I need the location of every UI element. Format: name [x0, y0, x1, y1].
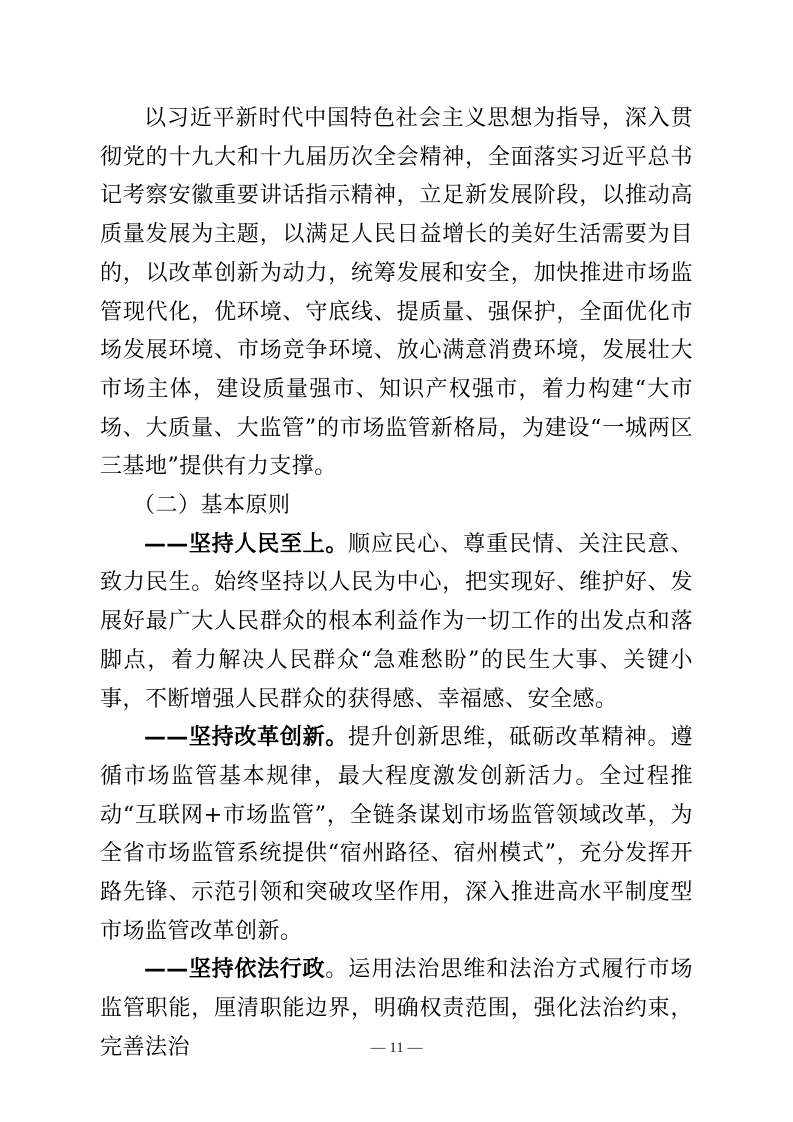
paragraph-text: 顺应民心、尊重民情、关注民意、致力民生。始终坚持以人民为中心，把实现好、维护好、发展好最广大人民群众的根本利益作为一切工作的出发点和落脚点，着力解决人民群众“急难愁盼”的民生大事、关键小事，不断增强人民群众的获得感、幸福感、安全感。	[100, 531, 693, 712]
paragraph-people-first	[100, 526, 693, 720]
principle-title: ——坚持改革创新。	[144, 725, 349, 751]
section-heading-basic-principles	[100, 487, 693, 526]
paragraph-text: 。运用法治思维和法治方式履行市场监管职能，厘清职能边界，明确权责范围，强化法治约束，完善法治	[100, 957, 693, 1060]
paragraph-text: 以习近平新时代中国特色社会主义思想为指导，深入贯彻党的十九大和十九届历次全会精神，全面落实习近平总书记考察安徽重要讲话指示精神，立足新发展阶段，以推动高质量发展为主题，以满足人民日益增长的美好生活需要为目的，以改革创新为动力，统筹发展和安全，加快推进市场监管现代化，优环境、守底线、提质量、强保护，全面优化市场发展环境、市场竞争环境、放心满意消费环境，发展壮大市场主体，建设质量强市、知识产权强市，着力构建“大市场、大质量、大监管”的市场监管新格局，为建设“一城两区三基地”提供有力支撑。	[100, 106, 693, 480]
section-heading-text: （二）基本原则	[133, 493, 291, 519]
paragraph-reform-innovation	[100, 719, 693, 951]
paragraph-text: 提升创新思维，砥砺改革精神。遵循市场监管基本规律，最大程度激发创新活力。全过程推动“互联网+市场监管”，全链条谋划市场监管领域改革，为全省市场监管系统提供“宿州路径、宿州模式”，充分发挥开路先锋、示范引领和突破攻坚作用，深入推进高水平制度型市场监管改革创新。	[100, 725, 693, 944]
document-body	[100, 100, 693, 1068]
principle-title: ——坚持人民至上。	[144, 531, 349, 557]
page-number: — 11 —	[370, 1040, 423, 1056]
principle-title: ——坚持依法行政	[144, 957, 326, 983]
paragraph-guiding-ideology	[100, 100, 693, 487]
